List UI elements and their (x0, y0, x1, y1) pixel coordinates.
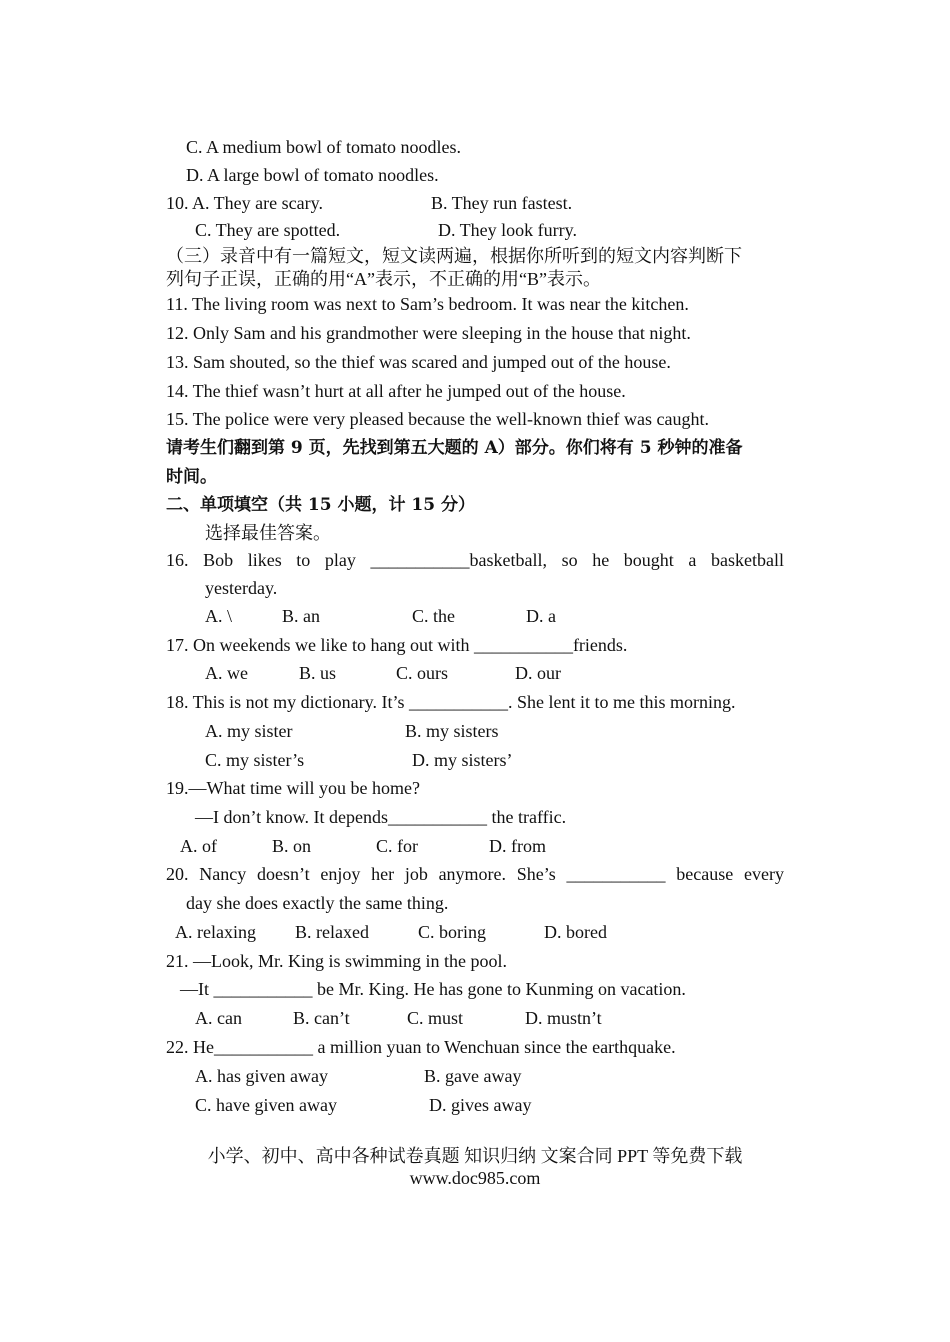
q16-word: Bob (203, 550, 234, 570)
q20-word: Nancy (199, 864, 247, 884)
q20-word: She’s (516, 864, 556, 884)
q16-stem (166, 549, 784, 571)
q20-stem (166, 863, 784, 885)
q20-word: because (676, 864, 734, 884)
q19-option-d: D. from (489, 836, 546, 856)
q18-stem: 18. This is not my dictionary. It’s ___________. She lent it to me this morning. (166, 692, 736, 712)
q20-word: every (743, 864, 784, 884)
q21-option-b: B. can’t (293, 1008, 350, 1028)
part2-instruction: 选择最佳答案。 (205, 523, 331, 543)
q20-word: anymore. (438, 864, 507, 884)
q16-word: likes (247, 550, 282, 570)
q16-word: he (592, 550, 610, 570)
q16-word: a (688, 550, 697, 570)
q19-stem-line2: —I don’t know. It depends___________ the traffic. (195, 807, 567, 827)
statement-15: 15. The police were very pleased because the well-known thief was caught. (166, 409, 709, 429)
section3-line2: 列句子正误，正确的用“A”表示，不正确的用“B”表示。 (166, 269, 601, 289)
q17-option-a: A. we (205, 663, 248, 683)
q18-option-a: A. my sister (205, 721, 293, 741)
q20-option-d: D. bored (544, 922, 607, 942)
q20-word: ___________ (566, 864, 666, 884)
q20-option-c: C. boring (418, 922, 487, 942)
q16-word: so (561, 550, 578, 570)
q20-word: 20. (166, 864, 189, 884)
section3-line1: （三）录音中有一篇短文，短文读两遍，根据你所听到的短文内容判断下 (166, 246, 742, 266)
statement-13: 13. Sam shouted, so the thief was scared and jumped out of the house. (166, 352, 671, 372)
q22-option-d: D. gives away (429, 1095, 532, 1115)
q16-option-c: C. the (412, 606, 455, 626)
q18-option-c: C. my sister’s (205, 750, 305, 770)
q10-option-c: C. They are spotted. (195, 220, 341, 240)
q16-word: ___________basketball, (370, 550, 547, 570)
q21-stem: 21. —Look, Mr. King is swimming in the pool. (166, 951, 508, 971)
q17-option-c: C. ours (396, 663, 449, 683)
q16-option-a: A. \ (205, 606, 232, 626)
q18-option-b: B. my sisters (405, 721, 499, 741)
q20-word: doesn’t (256, 864, 310, 884)
q10-option-d: D. They look furry. (438, 220, 577, 240)
q19-option-c: C. for (376, 836, 418, 856)
q16-stem-line2: yesterday. (205, 578, 278, 598)
q21-option-a: A. can (195, 1008, 242, 1028)
q10-option-a: 10. A. They are scary. (166, 193, 323, 213)
q16-word: bought (623, 550, 674, 570)
q22-option-a: A. has given away (195, 1066, 328, 1086)
q16-word: 16. (166, 550, 189, 570)
q18-option-d: D. my sisters’ (412, 750, 513, 770)
statement-12: 12. Only Sam and his grandmother were sleeping in the house that night. (166, 323, 691, 343)
q17-stem: 17. On weekends we like to hang out with ___________friends. (166, 635, 628, 655)
q16-word: play (324, 550, 356, 570)
q21-option-c: C. must (407, 1008, 464, 1028)
q20-option-a: A. relaxing (175, 922, 256, 942)
q17-option-b: B. us (299, 663, 337, 683)
q17-option-d: D. our (515, 663, 561, 683)
notice-line1: 请考生们翻到第 9 页，先找到第五大题的 A）部分。你们将有 5 秒钟的准备 (166, 438, 743, 458)
q16-option-d: D. a (526, 606, 556, 626)
q9-option-d: D. A large bowl of tomato noodles. (186, 165, 439, 185)
q22-option-b: B. gave away (424, 1066, 522, 1086)
footer-text: 小学、初中、高中各种试卷真题 知识归纳 文案合同 PPT 等免费下载 (207, 1146, 743, 1166)
q16-word: to (296, 550, 311, 570)
notice-line2: 时间。 (166, 467, 217, 487)
q22-stem: 22. He___________ a million yuan to Wenchuan since the earthquake. (166, 1037, 676, 1057)
q20-stem-line2: day she does exactly the same thing. (186, 893, 449, 913)
q21-stem-line2: —It ___________ be Mr. King. He has gone to Kunming on vacation. (180, 979, 686, 999)
q16-option-b: B. an (282, 606, 320, 626)
q22-option-c: C. have given away (195, 1095, 337, 1115)
q10-option-b: B. They run fastest. (431, 193, 573, 213)
q19-option-b: B. on (272, 836, 312, 856)
q20-word: enjoy (320, 864, 361, 884)
q21-option-d: D. mustn’t (525, 1008, 602, 1028)
statement-11: 11. The living room was next to Sam’s bedroom. It was near the kitchen. (166, 294, 689, 314)
part2-heading: 二、单项填空（共 15 小题，计 15 分） (166, 495, 475, 515)
q16-word: basketball (710, 550, 784, 570)
q20-option-b: B. relaxed (295, 922, 369, 942)
q20-word: her (371, 864, 395, 884)
q19-stem: 19.—What time will you be home? (166, 778, 420, 798)
statement-14: 14. The thief wasn’t hurt at all after he jumped out of the house. (166, 381, 626, 401)
q19-option-a: A. of (180, 836, 217, 856)
q20-word: job (404, 864, 428, 884)
q9-option-c: C. A medium bowl of tomato noodles. (186, 137, 461, 157)
footer-url: www.doc985.com (409, 1168, 541, 1188)
